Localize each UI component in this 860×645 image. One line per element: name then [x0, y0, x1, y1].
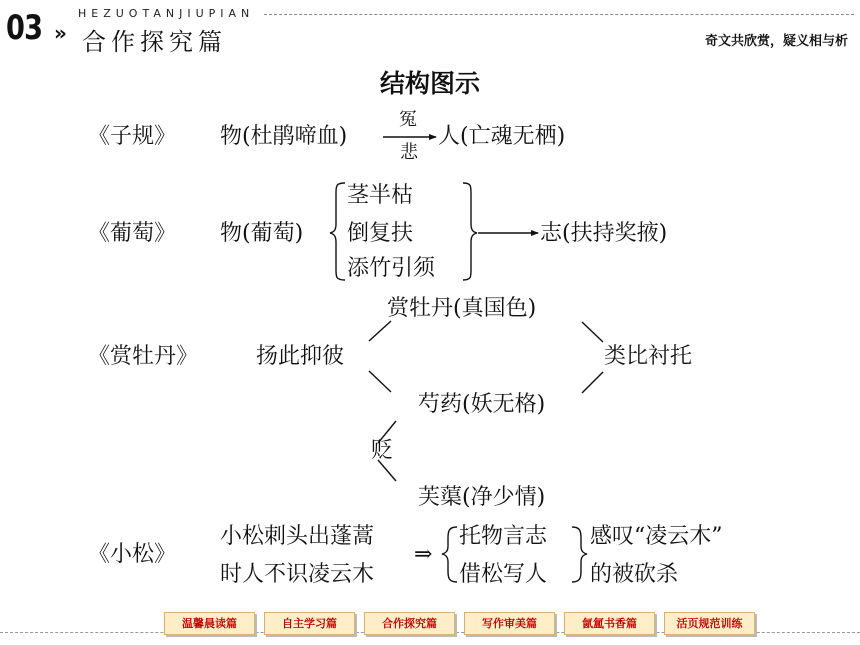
- nav-button-writing-aesthetics[interactable]: 写作审美篇: [464, 612, 555, 635]
- putao-item-3: 添竹引须: [347, 256, 436, 281]
- mudan-line-down: [369, 371, 391, 392]
- xiaosong-line-1: 小松刺头出蓬蒿: [220, 524, 375, 549]
- xiaosong-left-brace: [442, 527, 457, 582]
- section-pinyin: HEZUOTANJIUPIAN: [78, 7, 255, 20]
- section-number: 03: [6, 8, 43, 48]
- mudan-bottom: 芙蕖(净少情): [418, 485, 546, 510]
- page-title: 结构图示: [379, 69, 480, 98]
- mudan-line-right-up: [582, 322, 603, 342]
- poem-title-putao: 《葡萄》: [88, 221, 177, 246]
- mudan-center-left: 扬此抑彼: [256, 344, 345, 369]
- poem-title-zigui: 《子规》: [88, 124, 177, 149]
- zigui-right: 人(亡魂无栖): [438, 124, 566, 149]
- putao-item-1: 茎半枯: [347, 183, 414, 208]
- header-motto: 奇文共欣赏，疑义相与析: [704, 34, 848, 49]
- xiaosong-line-2: 时人不识凌云木: [220, 562, 375, 587]
- nav-button-cooperative-inquiry[interactable]: 合作探究篇: [364, 612, 455, 635]
- double-chevron-icon: »: [54, 21, 67, 45]
- mudan-top: 赏牡丹(真国色): [387, 296, 537, 321]
- mudan-line-right-down: [582, 372, 603, 393]
- putao-left: 物(葡萄): [220, 221, 304, 246]
- mudan-line-up: [369, 321, 391, 341]
- poem-title-xiaosong: 《小松》: [88, 542, 177, 567]
- xiaosong-mid-2: 借松写人: [459, 562, 548, 587]
- mudan-right: 类比衬托: [604, 344, 693, 369]
- xiaosong-right-2: 的被砍杀: [590, 562, 679, 587]
- nav-button-loose-leaf-training[interactable]: 活页规范训练: [664, 612, 755, 635]
- xiaosong-mid-1: 托物言志: [459, 524, 548, 549]
- zigui-above-label: 冤: [399, 109, 417, 130]
- zigui-left: 物(杜鹃啼血): [220, 124, 348, 149]
- implies-arrow-icon: ⇒: [414, 542, 433, 567]
- zigui-below-label: 悲: [400, 142, 418, 163]
- mudan-bian: 贬: [371, 438, 394, 463]
- nav-button-morning-reading[interactable]: 温馨晨读篇: [164, 612, 255, 635]
- putao-right-brace: [463, 183, 477, 280]
- xiaosong-right-1: 感叹“凌云木”: [590, 524, 723, 549]
- mudan-middle: 芍药(妖无格): [418, 392, 546, 417]
- nav-button-book-fragrance[interactable]: 氤氲书香篇: [564, 612, 655, 635]
- nav-button-self-study[interactable]: 自主学习篇: [264, 612, 355, 635]
- poem-title-mudan: 《赏牡丹》: [88, 344, 199, 369]
- putao-left-brace: [330, 183, 345, 280]
- putao-right: 志(扶持奖掖): [540, 221, 668, 246]
- putao-item-2: 倒复扶: [347, 221, 414, 246]
- xiaosong-right-brace: [572, 527, 587, 582]
- section-title: 合作探究篇: [82, 28, 227, 56]
